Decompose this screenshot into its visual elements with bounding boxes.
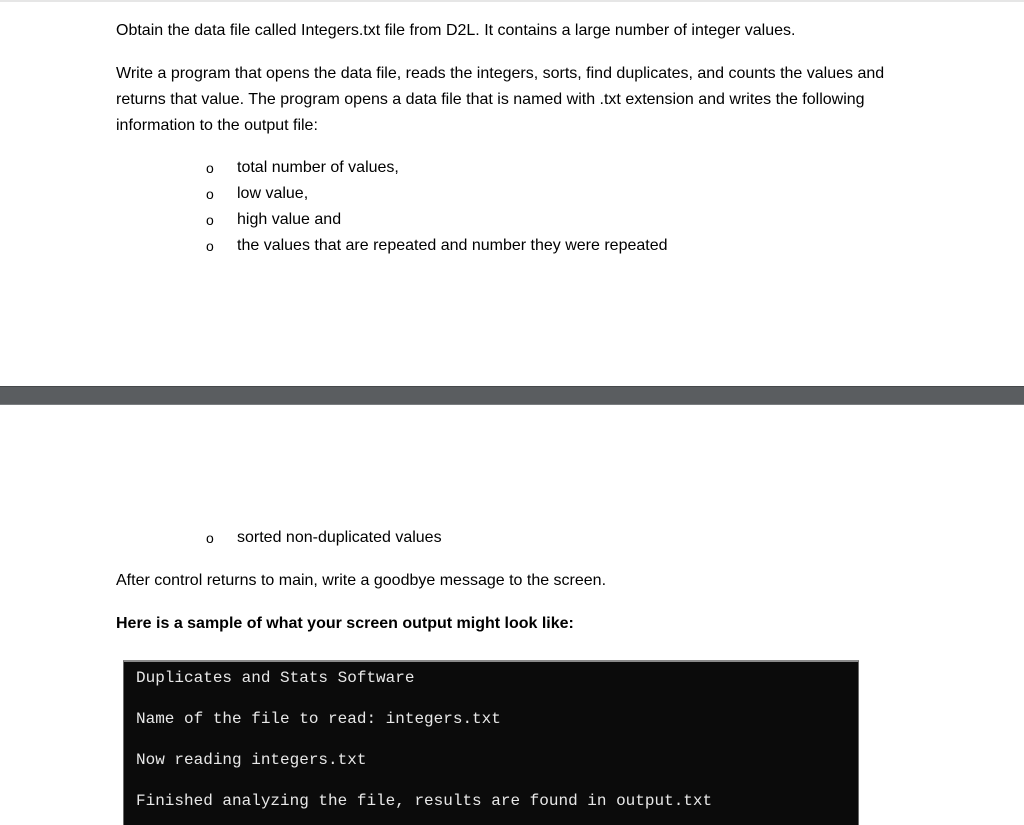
task-paragraph: Write a program that opens the data file, reads the integers, sorts, find duplicates, and counts the values and returns that value. The program opens a data file that is named with .txt extension and writes the following information to the output file: [116, 65, 885, 134]
top-rule [0, 0, 1024, 2]
list-item-text: sorted non-duplicated values [237, 529, 442, 546]
bullet-circle-icon: o [206, 160, 214, 176]
bullet-circle-icon: o [206, 186, 214, 202]
after-control-paragraph: After control returns to main, write a goodbye message to the screen. [116, 572, 607, 589]
intro-paragraph: Obtain the data file called Integers.txt file from D2L. It contains a large number of integer values. [116, 22, 796, 39]
bullet-circle-icon: o [206, 212, 214, 228]
page-break-divider [0, 386, 1024, 405]
list-item-text: high value and [237, 211, 342, 228]
list-item-text: total number of values, [237, 159, 399, 176]
console-line: Duplicates and Stats Software [136, 669, 415, 687]
bullet-circle-icon: o [206, 530, 214, 546]
list-item-text: the values that are repeated and number they were repeated [237, 237, 668, 254]
console-output [123, 660, 859, 825]
list-item-text: low value, [237, 185, 309, 202]
bullet-circle-icon: o [206, 238, 214, 254]
console-line: Now reading integers.txt [136, 751, 367, 769]
console-line: Name of the file to read: integers.txt [136, 710, 501, 728]
console-line: Finished analyzing the file, results are found in output.txt [136, 792, 713, 810]
sample-heading: Here is a sample of what your screen output might look like: [116, 615, 574, 632]
